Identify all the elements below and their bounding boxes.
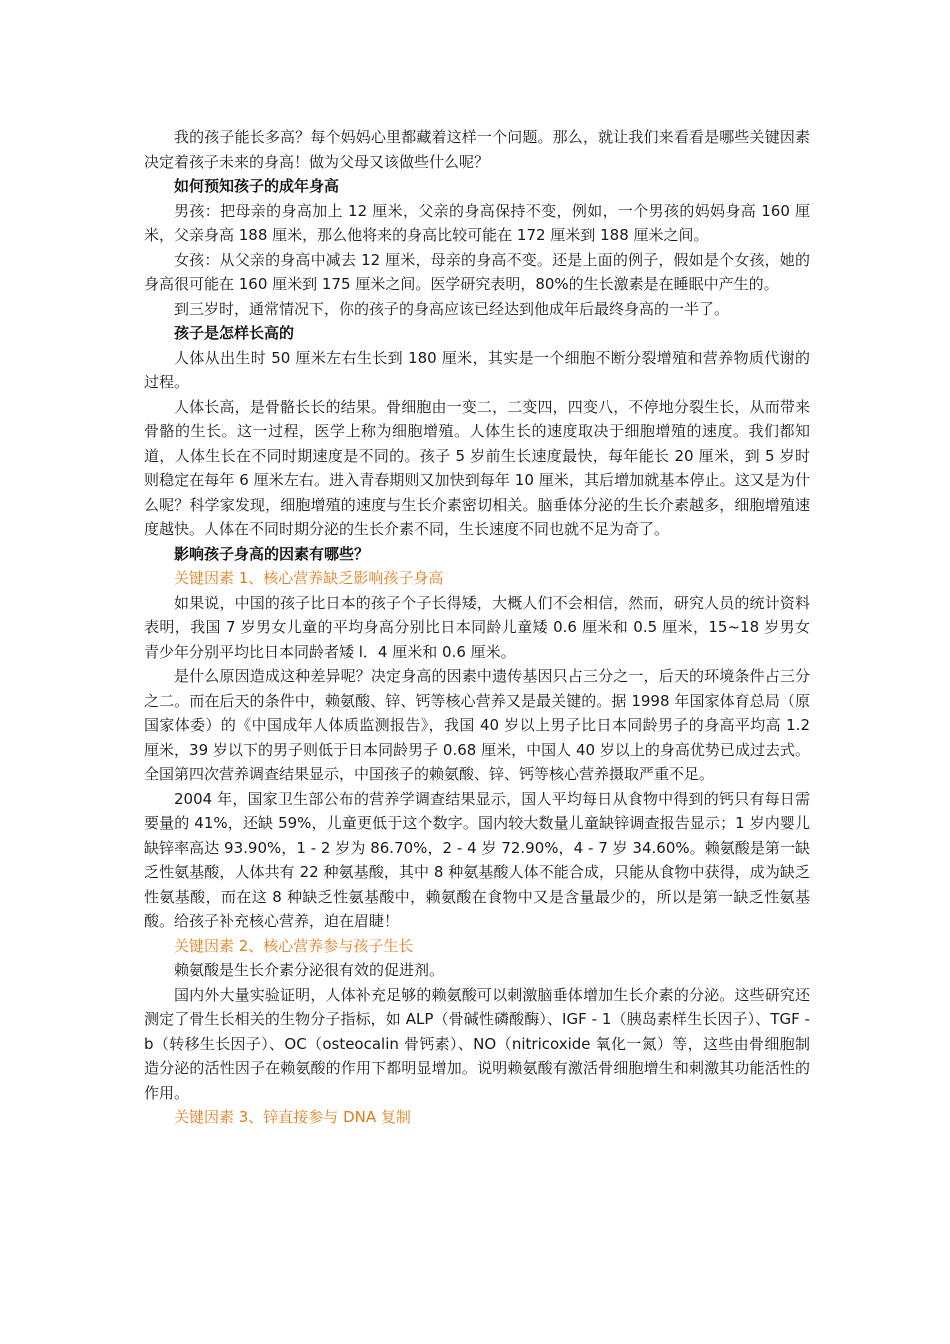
key-factor-3: 关键因素 3、锌直接参与 DNA 复制 bbox=[174, 1108, 411, 1126]
paragraph-survey-2004: 2004 年，国家卫生部公布的营养学调查结果显示，国人平均每日从食物中得到的钙只有每日需要量的 41%，还缺 59%，儿童更低于这个数字。国内较大数量儿童缺锌调查报告显示；1 岁内婴儿缺锌率高达 93.90%，1 - 2 岁为 86.70%，2 - 4 岁 72.90%，4 - 7 岁 34.60%。赖氨酸是第一缺乏性氨基酸，人体共有 22 种氨基酸，其中 8 种氨基酸人体不能合成，只能从食物中获得，成为缺乏性氨基酸，而在这 8 种缺乏性氨基酸中，赖氨酸在食物中又是含量最少的，所以是第一缺乏性氨基酸。给孩子补充核心营养，迫在眉睫！ bbox=[144, 789, 810, 930]
paragraph-experiments: 国内外大量实验证明，人体补充足够的赖氨酸可以刺激脑垂体增加生长介素的分泌。这些研究还测定了骨生长相关的生物分子指标，如 ALP（骨碱性磷酸酶）、IGF - 1（胰岛素样生长因子）、TGF - b（转移生长因子）、OC（osteocalin 骨钙素）、NO（nitricoxide 氧化一氮）等，这些由骨细胞制造分泌的活性因子在赖氨酸的作用下都明显增加。说明赖氨酸有激活骨细胞增生和刺激其功能活性的作用。 bbox=[144, 985, 810, 1102]
intro-paragraph: 我的孩子能长多高？每个妈妈心里都藏着这样一个问题。那么，就让我们来看看是哪些关键因素决定着孩子未来的身高！做为父母又该做些什么呢？ bbox=[144, 128, 810, 171]
heading-predict-height: 如何预知孩子的成年身高 bbox=[174, 177, 340, 195]
key-factor-2: 关键因素 2、核心营养参与孩子生长 bbox=[174, 936, 414, 955]
heading-factors: 影响孩子身高的因素有哪些？ bbox=[174, 544, 370, 563]
document-body bbox=[144, 125, 810, 1130]
paragraph-bone-growth: 人体长高，是骨骼长长的结果。骨细胞由一变二，二变四，四变八，不停地分裂生长，从而带来骨骼的生长。这一过程，医学上称为细胞增殖。人体生长的速度取决于细胞增殖的速度。我们都知道，人体生长在不同时期速度是不同的。孩子 5 岁前生长速度最快，每年能长 20 厘米，到 5 岁时则稳定在每年 6 厘米左右。进入青春期则又加快到每年 10 厘米，其后增加就基本停止。这又是为什么呢？科学家发现，细胞增殖的速度与生长介素密切相关。脑垂体分泌的生长介素越多，细胞增殖速度越快。人体在不同时期分泌的生长介素不同，生长速度不同也就不足为奇了。 bbox=[144, 397, 810, 538]
paragraph-girls: 女孩：从父亲的身高中减去 12 厘米，母亲的身高不变。还是上面的例子，假如是个女孩，她的身高很可能在 160 厘米到 175 厘米之间。医学研究表明，80%的生长激素是在睡眠中产生的。 bbox=[144, 250, 810, 293]
paragraph-china-japan: 如果说，中国的孩子比日本的孩子个子长得矮，大概人们不会相信，然而，研究人员的统计资料表明，我国 7 岁男女儿童的平均身高分别比日本同龄儿童矮 0.6 厘米和 0.5 厘米，15~18 岁男女青少年分别平均比日本同龄者矮 l．4 厘米和 0.6 厘米。 bbox=[144, 593, 810, 661]
paragraph-growth-process: 人体从出生时 50 厘米左右生长到 180 厘米，其实是一个细胞不断分裂增殖和营养物质代谢的过程。 bbox=[144, 348, 810, 391]
heading-how-grow: 孩子是怎样长高的 bbox=[174, 324, 295, 342]
key-factor-1: 关键因素 1、核心营养缺乏影响孩子身高 bbox=[174, 569, 444, 587]
paragraph-lysine: 赖氨酸是生长介素分泌很有效的促进剂。 bbox=[174, 961, 445, 979]
paragraph-boys: 男孩：把母亲的身高加上 12 厘米，父亲的身高保持不变，例如，一个男孩的妈妈身高 160 厘米，父亲身高 188 厘米，那么他将来的身高比较可能在 172 厘米到 188 厘米之间。 bbox=[144, 201, 810, 244]
paragraph-causes: 是什么原因造成这种差异呢？决定身高的因素中遗传基因只占三分之一，后天的环境条件占三分之二。而在后天的条件中，赖氨酸、锌、钙等核心营养又是最关键的。据 1998 年国家体育总局（原国家体委）的《中国成年人体质监测报告》，我国 40 岁以上男子比日本同龄男子的身高平均高 1.2 厘米，39 岁以下的男子则低于日本同龄男子 0.68 厘米，中国人 40 岁以上的身高优势已成过去式。全国第四次营养调查结果显示，中国孩子的赖氨酸、锌、钙等核心营养摄取严重不足。 bbox=[144, 667, 810, 783]
paragraph-age-three: 到三岁时，通常情况下，你的孩子的身高应该已经达到他成年后最终身高的一半了。 bbox=[174, 299, 730, 318]
